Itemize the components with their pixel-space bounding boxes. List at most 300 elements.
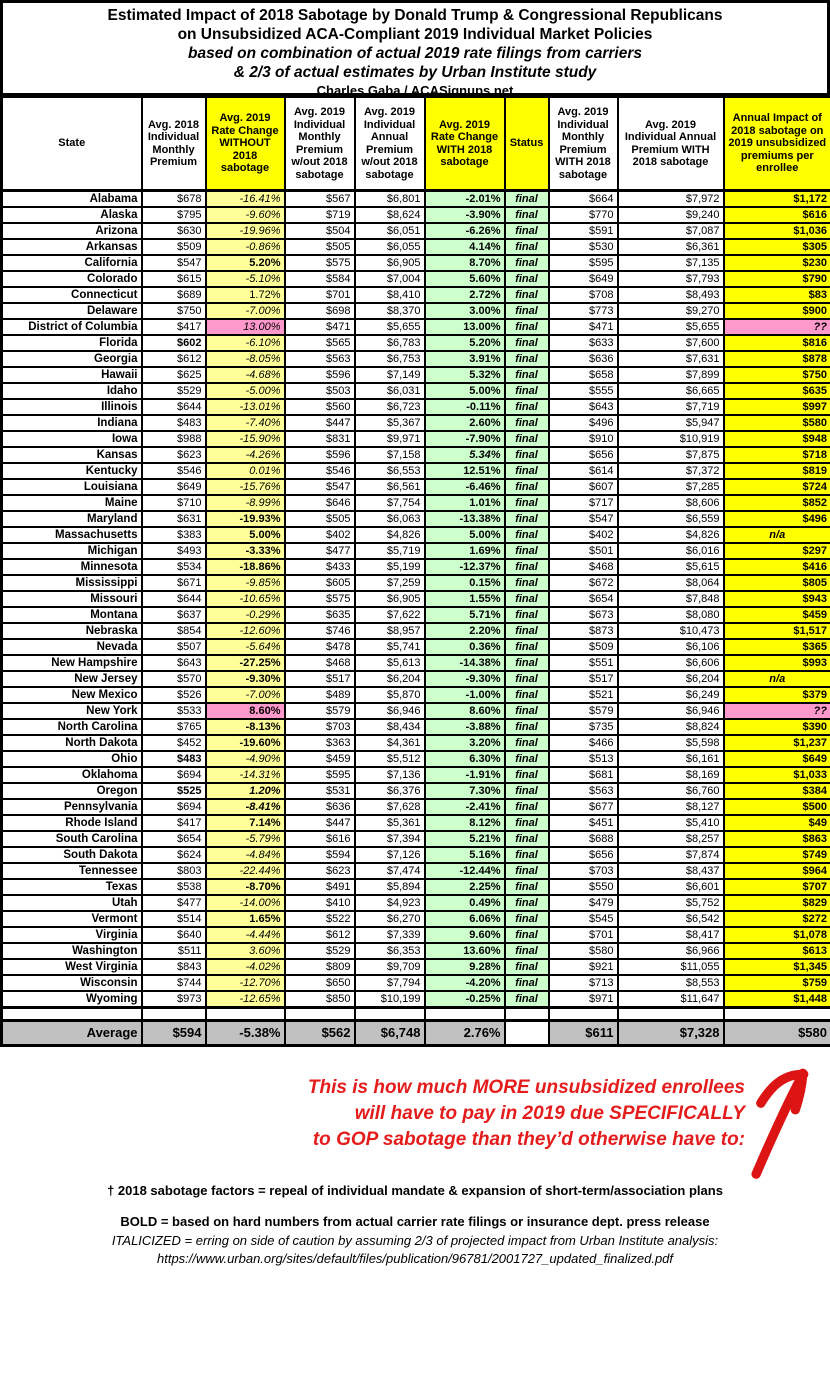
table-cell: South Carolina xyxy=(2,831,142,847)
table-cell: $5,719 xyxy=(355,543,425,559)
table-cell: $447 xyxy=(285,815,355,831)
table-cell: $555 xyxy=(549,383,618,399)
spacer-cell xyxy=(618,1008,724,1021)
spacer-cell xyxy=(285,1008,355,1021)
table-cell: Oregon xyxy=(2,783,142,799)
table-cell: $643 xyxy=(549,399,618,415)
table-cell: -8.70% xyxy=(206,879,285,895)
table-cell: final xyxy=(505,527,549,543)
table-cell: 5.00% xyxy=(425,383,505,399)
table-cell: 0.15% xyxy=(425,575,505,591)
table-cell: $649 xyxy=(142,479,206,495)
table-cell: -8.99% xyxy=(206,495,285,511)
table-cell: $529 xyxy=(285,943,355,959)
table-cell: Oklahoma xyxy=(2,767,142,783)
table-cell: New Mexico xyxy=(2,687,142,703)
table-cell: final xyxy=(505,655,549,671)
table-cell: $550 xyxy=(549,879,618,895)
table-cell: $416 xyxy=(724,559,830,575)
table-cell: $526 xyxy=(142,687,206,703)
table-row xyxy=(2,255,830,271)
table-cell: $7,149 xyxy=(355,367,425,383)
table-cell: $644 xyxy=(142,591,206,607)
table-cell: $491 xyxy=(285,879,355,895)
table-cell: $591 xyxy=(549,223,618,239)
table-cell: $6,561 xyxy=(355,479,425,495)
table-cell: $6,966 xyxy=(618,943,724,959)
table-row xyxy=(2,207,830,223)
table-cell: 7.14% xyxy=(206,815,285,831)
table-cell: -7.00% xyxy=(206,303,285,319)
table-cell: $878 xyxy=(724,351,830,367)
table-row xyxy=(2,831,830,847)
table-cell: $1,237 xyxy=(724,735,830,751)
spacer-cell xyxy=(505,1008,549,1021)
table-row xyxy=(2,927,830,943)
table-cell: -3.90% xyxy=(425,207,505,223)
table-cell: $4,361 xyxy=(355,735,425,751)
table-cell: Texas xyxy=(2,879,142,895)
table-cell: $505 xyxy=(285,239,355,255)
table-cell: $1,345 xyxy=(724,959,830,975)
table-cell: $8,434 xyxy=(355,719,425,735)
column-header: Avg. 2019 Individual Monthly Premium w/out 2018 sabotage xyxy=(285,97,355,191)
table-row xyxy=(2,783,830,799)
table-cell: 8.60% xyxy=(206,703,285,719)
table-cell: $649 xyxy=(724,751,830,767)
table-cell: Alabama xyxy=(2,191,142,208)
table-cell: $8,257 xyxy=(618,831,724,847)
table-row xyxy=(2,463,830,479)
table-cell: $790 xyxy=(724,271,830,287)
table-cell: final xyxy=(505,351,549,367)
table-cell: $750 xyxy=(724,367,830,383)
average-cell: $562 xyxy=(285,1021,355,1046)
table-cell: $701 xyxy=(549,927,618,943)
table-cell: $596 xyxy=(285,447,355,463)
table-cell: $673 xyxy=(549,607,618,623)
table-cell: Minnesota xyxy=(2,559,142,575)
table-cell: $640 xyxy=(142,927,206,943)
table-cell: final xyxy=(505,847,549,863)
table-row xyxy=(2,575,830,591)
table-cell: -0.29% xyxy=(206,607,285,623)
spacer-cell xyxy=(355,1008,425,1021)
table-cell: $305 xyxy=(724,239,830,255)
table-cell: $616 xyxy=(724,207,830,223)
table-row xyxy=(2,223,830,239)
table-row xyxy=(2,895,830,911)
table-cell: $7,875 xyxy=(618,447,724,463)
table-cell: -4.90% xyxy=(206,751,285,767)
table-cell: $7,874 xyxy=(618,847,724,863)
column-header: Avg. 2019 Rate Change WITH 2018 sabotage xyxy=(425,97,505,191)
table-cell: final xyxy=(505,623,549,639)
table-cell: final xyxy=(505,991,549,1008)
table-cell: -5.64% xyxy=(206,639,285,655)
table-cell: $8,624 xyxy=(355,207,425,223)
table-cell: $6,204 xyxy=(355,671,425,687)
table-cell: $471 xyxy=(549,319,618,335)
table-cell: $643 xyxy=(142,655,206,671)
table-cell: $10,473 xyxy=(618,623,724,639)
table-cell: $654 xyxy=(142,831,206,847)
column-header: Annual Impact of 2018 sabotage on 2019 unsubsidized premiums per enrollee xyxy=(724,97,830,191)
column-header: Avg. 2019 Individual Annual Premium w/out 2018 sabotage xyxy=(355,97,425,191)
table-cell: $7,372 xyxy=(618,463,724,479)
table-cell: $921 xyxy=(549,959,618,975)
table-cell: -14.38% xyxy=(425,655,505,671)
table-cell: $997 xyxy=(724,399,830,415)
table-cell: $546 xyxy=(142,463,206,479)
table-cell: $365 xyxy=(724,639,830,655)
table-cell: $795 xyxy=(142,207,206,223)
table-cell: final xyxy=(505,751,549,767)
table-cell: $6,760 xyxy=(618,783,724,799)
table-row xyxy=(2,639,830,655)
table-cell: final xyxy=(505,479,549,495)
table-cell: $6,905 xyxy=(355,255,425,271)
table-cell: $744 xyxy=(142,975,206,991)
table-cell: $538 xyxy=(142,879,206,895)
table-cell: 8.60% xyxy=(425,703,505,719)
table-cell: $900 xyxy=(724,303,830,319)
table-cell: $829 xyxy=(724,895,830,911)
average-cell xyxy=(505,1021,549,1046)
table-cell: $390 xyxy=(724,719,830,735)
table-cell: 5.60% xyxy=(425,271,505,287)
average-cell: -5.38% xyxy=(206,1021,285,1046)
table-cell: $8,437 xyxy=(618,863,724,879)
table-cell: $8,553 xyxy=(618,975,724,991)
column-header: Status xyxy=(505,97,549,191)
table-cell: $8,370 xyxy=(355,303,425,319)
footnote-source-url: https://www.urban.org/sites/default/files/publication/96781/2001727_updated_finalized.pdf xyxy=(156,1251,674,1266)
table-cell: $613 xyxy=(724,943,830,959)
table-cell: -4.44% xyxy=(206,927,285,943)
table-cell: North Carolina xyxy=(2,719,142,735)
table-cell: $595 xyxy=(285,767,355,783)
table-cell: 5.16% xyxy=(425,847,505,863)
table-cell: final xyxy=(505,799,549,815)
table-cell: $8,410 xyxy=(355,287,425,303)
table-cell: $6,542 xyxy=(618,911,724,927)
table-cell: $83 xyxy=(724,287,830,303)
table-cell: $749 xyxy=(724,847,830,863)
table-cell: final xyxy=(505,287,549,303)
table-cell: $8,080 xyxy=(618,607,724,623)
table-cell: $633 xyxy=(549,335,618,351)
table-cell: $7,628 xyxy=(355,799,425,815)
table-cell: 7.30% xyxy=(425,783,505,799)
table-cell: -4.84% xyxy=(206,847,285,863)
table-cell: $5,741 xyxy=(355,639,425,655)
table-cell: $7,339 xyxy=(355,927,425,943)
title-line-1: Estimated Impact of 2018 Sabotage by Donald Trump & Congressional Republicans xyxy=(107,7,723,24)
table-cell: 13.00% xyxy=(206,319,285,335)
table-cell: -13.01% xyxy=(206,399,285,415)
table-cell: Missouri xyxy=(2,591,142,607)
table-cell: 1.55% xyxy=(425,591,505,607)
table-cell: Rhode Island xyxy=(2,815,142,831)
table-row xyxy=(2,991,830,1008)
table-cell: 6.30% xyxy=(425,751,505,767)
table-cell: $501 xyxy=(549,543,618,559)
table-cell: final xyxy=(505,575,549,591)
average-cell: $580 xyxy=(724,1021,830,1046)
table-cell: $570 xyxy=(142,671,206,687)
table-cell: -0.86% xyxy=(206,239,285,255)
table-row xyxy=(2,687,830,703)
table-cell: $707 xyxy=(724,879,830,895)
table-cell: final xyxy=(505,735,549,751)
table-cell: $5,361 xyxy=(355,815,425,831)
table-cell: $988 xyxy=(142,431,206,447)
table-cell: $6,051 xyxy=(355,223,425,239)
annotation-line-3: to GOP sabotage than they’d otherwise have to: xyxy=(312,1129,745,1150)
table-row xyxy=(2,239,830,255)
table-cell: $7,474 xyxy=(355,863,425,879)
table-row xyxy=(2,495,830,511)
table-cell: $6,753 xyxy=(355,351,425,367)
table-cell: $477 xyxy=(142,895,206,911)
spacer-cell xyxy=(2,1008,142,1021)
table-row xyxy=(2,351,830,367)
table-cell: $854 xyxy=(142,623,206,639)
table-cell: $1,078 xyxy=(724,927,830,943)
table-cell: -8.05% xyxy=(206,351,285,367)
table-cell: $863 xyxy=(724,831,830,847)
table-cell: $402 xyxy=(549,527,618,543)
table-cell: Arizona xyxy=(2,223,142,239)
table-cell: $635 xyxy=(285,607,355,623)
table-row xyxy=(2,479,830,495)
table-cell: $560 xyxy=(285,399,355,415)
table-row xyxy=(2,735,830,751)
table-cell: final xyxy=(505,207,549,223)
table-cell: $5,655 xyxy=(618,319,724,335)
table-cell: 1.65% xyxy=(206,911,285,927)
table-cell: 5.00% xyxy=(425,527,505,543)
table-cell: -2.41% xyxy=(425,799,505,815)
table-cell: -19.96% xyxy=(206,223,285,239)
table-cell: $546 xyxy=(285,463,355,479)
table-cell: final xyxy=(505,255,549,271)
table-cell: $631 xyxy=(142,511,206,527)
table-cell: $1,448 xyxy=(724,991,830,1008)
table-cell: Maryland xyxy=(2,511,142,527)
table-cell: $694 xyxy=(142,799,206,815)
table-cell: $459 xyxy=(724,607,830,623)
table-cell: Virginia xyxy=(2,927,142,943)
table-cell: $6,161 xyxy=(618,751,724,767)
table-cell: $6,106 xyxy=(618,639,724,655)
table-cell: final xyxy=(505,511,549,527)
table-cell: -2.01% xyxy=(425,191,505,208)
table-cell: $575 xyxy=(285,255,355,271)
spacer-cell xyxy=(425,1008,505,1021)
table-cell: Montana xyxy=(2,607,142,623)
table-cell: $7,622 xyxy=(355,607,425,623)
table-cell: -14.00% xyxy=(206,895,285,911)
table-cell: $644 xyxy=(142,399,206,415)
table-row xyxy=(2,271,830,287)
table-cell: $1,033 xyxy=(724,767,830,783)
table-cell: $6,946 xyxy=(355,703,425,719)
table-cell: final xyxy=(505,911,549,927)
table-cell: $646 xyxy=(285,495,355,511)
table-cell: 13.60% xyxy=(425,943,505,959)
spacer-cell xyxy=(206,1008,285,1021)
table-cell: Louisiana xyxy=(2,479,142,495)
table-cell: $5,615 xyxy=(618,559,724,575)
table-cell: $7,004 xyxy=(355,271,425,287)
table-cell: $7,719 xyxy=(618,399,724,415)
table-cell: -8.41% xyxy=(206,799,285,815)
table-cell: final xyxy=(505,591,549,607)
table-cell: 0.36% xyxy=(425,639,505,655)
table-cell: $563 xyxy=(285,351,355,367)
table-cell: $943 xyxy=(724,591,830,607)
table-cell: $8,606 xyxy=(618,495,724,511)
table-cell: South Dakota xyxy=(2,847,142,863)
table-cell: $681 xyxy=(549,767,618,783)
table-row xyxy=(2,367,830,383)
table-row xyxy=(2,527,830,543)
table-cell: $615 xyxy=(142,271,206,287)
table-cell: 3.20% xyxy=(425,735,505,751)
table-cell: New Jersey xyxy=(2,671,142,687)
table-cell: $596 xyxy=(285,367,355,383)
table-row xyxy=(2,335,830,351)
table-cell: $964 xyxy=(724,863,830,879)
table-cell: $579 xyxy=(285,703,355,719)
table-cell: $379 xyxy=(724,687,830,703)
table-cell: $468 xyxy=(285,655,355,671)
table-row xyxy=(2,703,830,719)
table-cell: 2.25% xyxy=(425,879,505,895)
table-cell: $703 xyxy=(285,719,355,735)
table-cell: $477 xyxy=(285,543,355,559)
table-cell: -15.90% xyxy=(206,431,285,447)
table-cell: $635 xyxy=(724,383,830,399)
table-cell: $607 xyxy=(549,479,618,495)
spacer-row xyxy=(2,1008,830,1021)
title-block xyxy=(0,0,830,98)
table-cell: $831 xyxy=(285,431,355,447)
table-cell: $496 xyxy=(549,415,618,431)
table-cell: $6,361 xyxy=(618,239,724,255)
table-cell: $6,249 xyxy=(618,687,724,703)
table-cell: $513 xyxy=(549,751,618,767)
table-cell: $623 xyxy=(142,447,206,463)
table-cell: $517 xyxy=(549,671,618,687)
table-cell: -12.37% xyxy=(425,559,505,575)
table-cell: $612 xyxy=(142,351,206,367)
table-cell: $9,971 xyxy=(355,431,425,447)
table-cell: final xyxy=(505,671,549,687)
table-row xyxy=(2,943,830,959)
table-cell: $658 xyxy=(549,367,618,383)
table-cell: -22.44% xyxy=(206,863,285,879)
table-cell: $496 xyxy=(724,511,830,527)
table-cell: $575 xyxy=(285,591,355,607)
table-cell: final xyxy=(505,319,549,335)
table-cell: -4.20% xyxy=(425,975,505,991)
table-row xyxy=(2,511,830,527)
table-cell: $10,919 xyxy=(618,431,724,447)
table-cell: final xyxy=(505,975,549,991)
table-cell: $724 xyxy=(724,479,830,495)
table-cell: $689 xyxy=(142,287,206,303)
table-cell: North Dakota xyxy=(2,735,142,751)
table-cell: -12.70% xyxy=(206,975,285,991)
table-cell: final xyxy=(505,447,549,463)
table-cell: $7,135 xyxy=(618,255,724,271)
table-cell: 0.49% xyxy=(425,895,505,911)
table-cell: $746 xyxy=(285,623,355,639)
table-cell: $694 xyxy=(142,767,206,783)
table-cell: California xyxy=(2,255,142,271)
table-cell: Connecticut xyxy=(2,287,142,303)
table-cell: $630 xyxy=(142,223,206,239)
annotation-line-1: This is how much MORE unsubsidized enrollees xyxy=(307,1077,745,1098)
average-cell: $611 xyxy=(549,1021,618,1046)
table-cell: -19.93% xyxy=(206,511,285,527)
table-cell: $713 xyxy=(549,975,618,991)
table-cell: $7,158 xyxy=(355,447,425,463)
table-cell: final xyxy=(505,703,549,719)
table-cell: Iowa xyxy=(2,431,142,447)
table-cell: $9,270 xyxy=(618,303,724,319)
table-cell: final xyxy=(505,399,549,415)
column-header: State xyxy=(2,97,142,191)
table-cell: $5,512 xyxy=(355,751,425,767)
table-cell: $451 xyxy=(549,815,618,831)
table-cell: $5,870 xyxy=(355,687,425,703)
table-cell: $649 xyxy=(549,271,618,287)
table-cell: $7,794 xyxy=(355,975,425,991)
table-row xyxy=(2,815,830,831)
table-row xyxy=(2,431,830,447)
table-cell: $503 xyxy=(285,383,355,399)
table-cell: 9.28% xyxy=(425,959,505,975)
table-cell: $7,136 xyxy=(355,767,425,783)
table-cell: $719 xyxy=(285,207,355,223)
spacer-cell xyxy=(549,1008,618,1021)
table-cell: -7.40% xyxy=(206,415,285,431)
table-cell: -9.30% xyxy=(425,671,505,687)
table-cell: 4.14% xyxy=(425,239,505,255)
table-cell: -5.10% xyxy=(206,271,285,287)
table-cell: $6,905 xyxy=(355,591,425,607)
table-cell: $551 xyxy=(549,655,618,671)
table-cell: $563 xyxy=(549,783,618,799)
table-cell: $433 xyxy=(285,559,355,575)
table-row xyxy=(2,415,830,431)
table-cell: Alaska xyxy=(2,207,142,223)
table-cell: Wisconsin xyxy=(2,975,142,991)
table-cell: $383 xyxy=(142,527,206,543)
table-cell: final xyxy=(505,191,549,208)
table-cell: Washington xyxy=(2,943,142,959)
table-cell: $8,493 xyxy=(618,287,724,303)
table-cell: $8,957 xyxy=(355,623,425,639)
table-cell: $7,848 xyxy=(618,591,724,607)
average-cell: $6,748 xyxy=(355,1021,425,1046)
header-row xyxy=(2,97,830,191)
table-cell: $6,606 xyxy=(618,655,724,671)
